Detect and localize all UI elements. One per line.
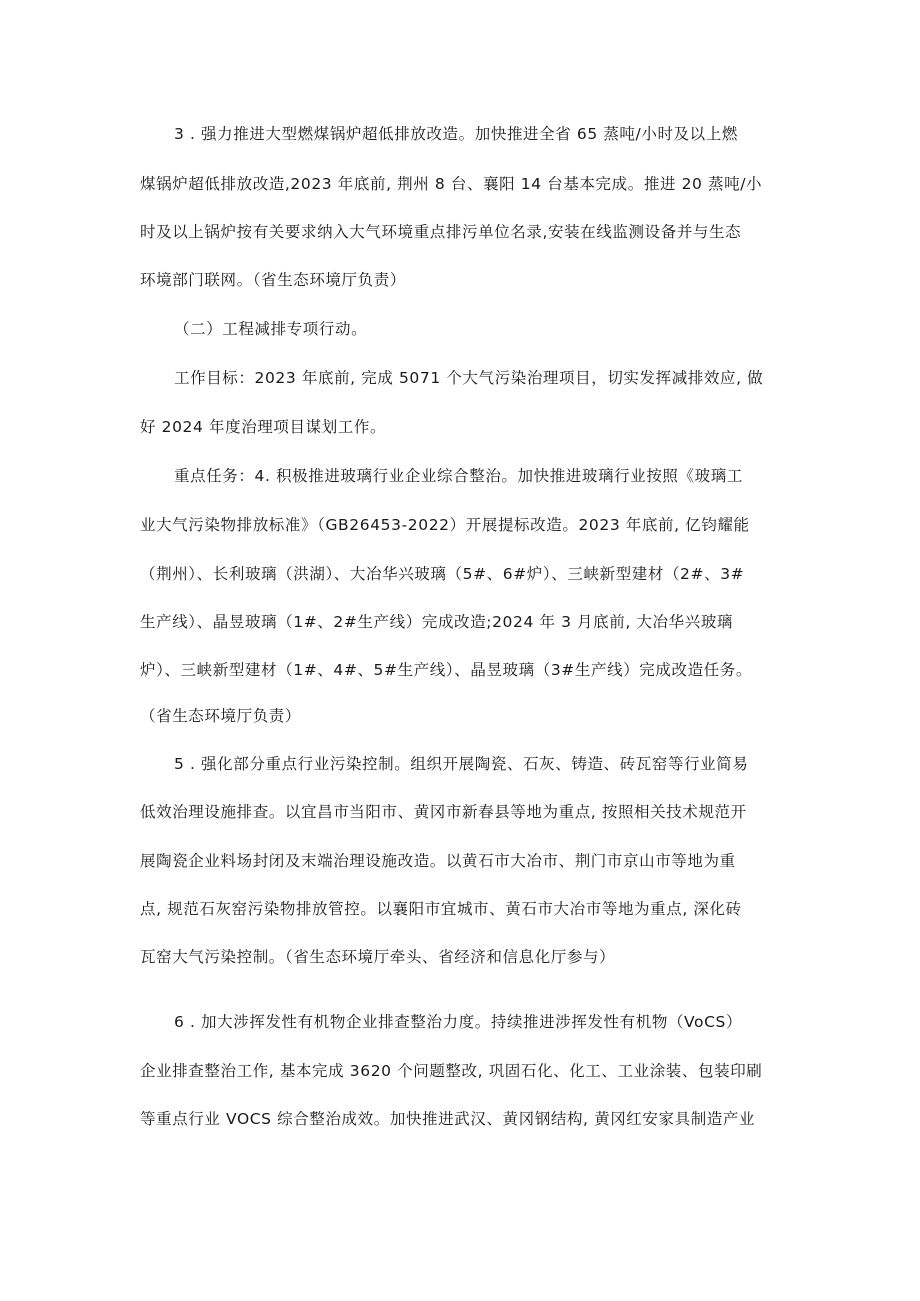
section-heading-2: （二）工程减排专项行动。 bbox=[174, 320, 368, 338]
work-target-line-2: 好 2024 年度治理项目谋划工作。 bbox=[140, 418, 387, 436]
paragraph-3-line-3: 时及以上锅炉按有关要求纳入大气环境重点排污单位名录,安装在线监测设备并与生态 bbox=[140, 223, 742, 241]
paragraph-6-line-1: 6 . 加大涉挥发性有机物企业排查整治力度。持续推进涉挥发性有机物（VoCS） bbox=[174, 1013, 743, 1031]
paragraph-6-line-2: 企业排查整治工作, 基本完成 3620 个问题整改, 巩固石化、化工、工业涂装、包装印刷 bbox=[140, 1062, 763, 1080]
paragraph-5-line-1: 5 . 强化部分重点行业污染控制。组织开展陶瓷、石灰、铸造、砖瓦窑等行业简易 bbox=[174, 755, 749, 773]
paragraph-5-line-3: 展陶瓷企业料场封闭及末端治理设施改造。以黄石市大冶市、荆门市京山市等地为重 bbox=[140, 852, 736, 870]
paragraph-5-line-5: 瓦窑大气污染控制。（省生态环境厅牵头、省经济和信息化厅参与） bbox=[140, 948, 616, 966]
work-target-line-1: 工作目标：2023 年底前, 完成 5071 个大气污染治理项目，切实发挥减排效应, 做 bbox=[174, 369, 764, 387]
paragraph-6-line-3: 等重点行业 VOCS 综合整治成效。加快推进武汉、黄冈钢结构, 黄冈红安家具制造产业 bbox=[140, 1110, 756, 1128]
paragraph-3-line-2: 煤锅炉超低排放改造,2023 年底前, 荆州 8 台、襄阳 14 台基本完成。推进 20 蒸吨/小 bbox=[140, 175, 763, 193]
key-task-4-line-2: 业大气污染物排放标准》（GB26453-2022）开展提标改造。2023 年底前, 亿钧耀能 bbox=[140, 516, 750, 534]
key-task-4-line-6: （省生态环境厅负责） bbox=[140, 707, 302, 725]
key-task-4-line-5: 炉）、三峡新型建材（1#、4#、5#生产线）、晶昱玻璃（3#生产线）完成改造任务。 bbox=[140, 661, 752, 679]
key-task-4-line-4: 生产线）、晶昱玻璃（1#、2#生产线）完成改造;2024 年 3 月底前, 大冶华兴玻璃 bbox=[140, 613, 734, 631]
key-task-4-line-3: （荆州）、长利玻璃（洪湖）、大冶华兴玻璃（5#、6#炉）、三峡新型建材（2#、3# bbox=[140, 565, 745, 583]
paragraph-5-line-4: 点, 规范石灰窑污染物排放管控。以襄阳市宜城市、黄石市大冶市等地为重点, 深化砖 bbox=[140, 900, 742, 918]
key-task-4-line-1: 重点任务：4. 积极推进玻璃行业企业综合整治。加快推进玻璃行业按照《玻璃工 bbox=[174, 467, 743, 485]
paragraph-3-line-1: 3 . 强力推进大型燃煤锅炉超低排放改造。加快推进全省 65 蒸吨/小时及以上燃 bbox=[174, 125, 738, 143]
paragraph-3-line-4: 环境部门联网。（省生态环境厅负责） bbox=[140, 271, 406, 289]
paragraph-5-line-2: 低效治理设施排查。以宜昌市当阳市、黄冈市新春县等地为重点, 按照相关技术规范开 bbox=[140, 803, 747, 821]
